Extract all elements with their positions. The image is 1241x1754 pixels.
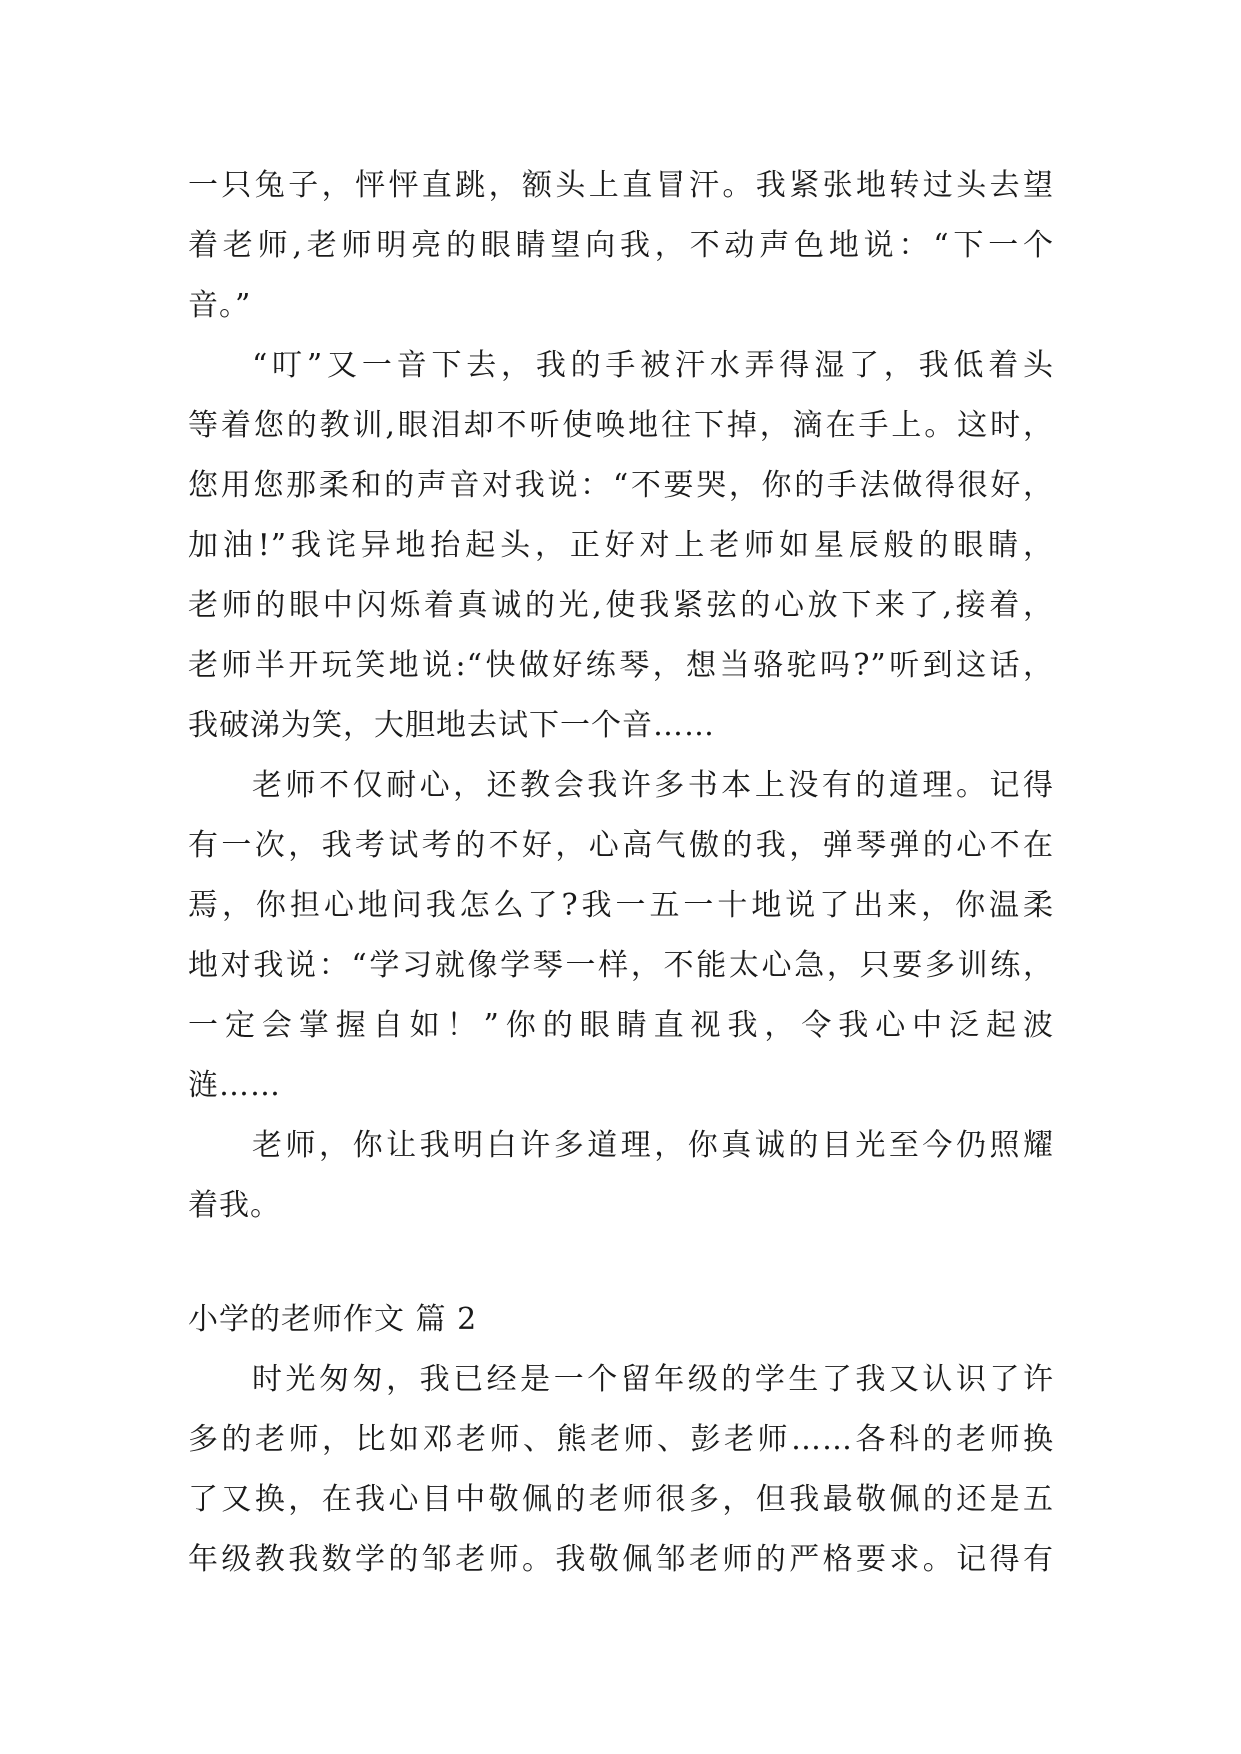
text-line: 时光匆匆，我已经是一个留年级的学生了我又认识了许 <box>252 1362 1054 1397</box>
text-line: 着我。 <box>188 1188 281 1223</box>
text-line: 一定会掌握自如！”你的眼睛直视我，令我心中泛起波 <box>188 1008 1054 1043</box>
text-line: 一只兔子，怦怦直跳，额头上直冒汗。我紧张地转过头去望 <box>188 168 1054 203</box>
text-line: 等着您的教训,眼泪却不听使唤地往下掉，滴在手上。这时， <box>188 408 1054 443</box>
text-line: 老师，你让我明白许多道理，你真诚的目光至今仍照耀 <box>252 1128 1054 1163</box>
text-line: 焉，你担心地问我怎么了?我一五一十地说了出来，你温柔 <box>188 888 1054 923</box>
text-line: 音。” <box>188 288 252 323</box>
text-line: 有一次，我考试考的不好，心高气傲的我，弹琴弹的心不在 <box>188 828 1054 863</box>
section-spacer <box>188 1236 1054 1290</box>
text-line: 地对我说：“学习就像学琴一样，不能太心急，只要多训练， <box>188 948 1054 983</box>
text-line: “叮”又一音下去，我的手被汗水弄得湿了，我低着头 <box>252 348 1054 383</box>
section-heading: 小学的老师作文 篇 2 <box>188 1302 478 1337</box>
text-line: 老师半开玩笑地说:“快做好练琴，想当骆驼吗?”听到这话， <box>188 648 1054 683</box>
text-line: 了又换，在我心目中敬佩的老师很多，但我最敬佩的还是五 <box>188 1482 1054 1517</box>
text-line: 加油!”我诧异地抬起头，正好对上老师如星辰般的眼睛， <box>188 528 1054 563</box>
text-line: 多的老师，比如邓老师、熊老师、彭老师……各科的老师换 <box>188 1422 1054 1457</box>
paragraph-4 <box>188 1116 1054 1236</box>
document-page <box>188 156 1054 1590</box>
text-line: 您用您那柔和的声音对我说：“不要哭，你的手法做得很好， <box>188 468 1054 503</box>
paragraph-2 <box>188 336 1054 756</box>
text-line: 年级教我数学的邹老师。我敬佩邹老师的严格要求。记得有 <box>188 1542 1054 1577</box>
text-line: 老师不仅耐心，还教会我许多书本上没有的道理。记得 <box>252 768 1054 803</box>
paragraph-1 <box>188 156 1054 336</box>
text-line: 我破涕为笑，大胆地去试下一个音…… <box>188 708 715 743</box>
text-line: 涟…… <box>188 1068 281 1103</box>
text-line: 着老师,老师明亮的眼睛望向我，不动声色地说：“下一个 <box>188 228 1054 263</box>
section-paragraph <box>188 1350 1054 1590</box>
paragraph-3 <box>188 756 1054 1116</box>
text-line: 老师的眼中闪烁着真诚的光,使我紧弦的心放下来了,接着， <box>188 588 1054 623</box>
